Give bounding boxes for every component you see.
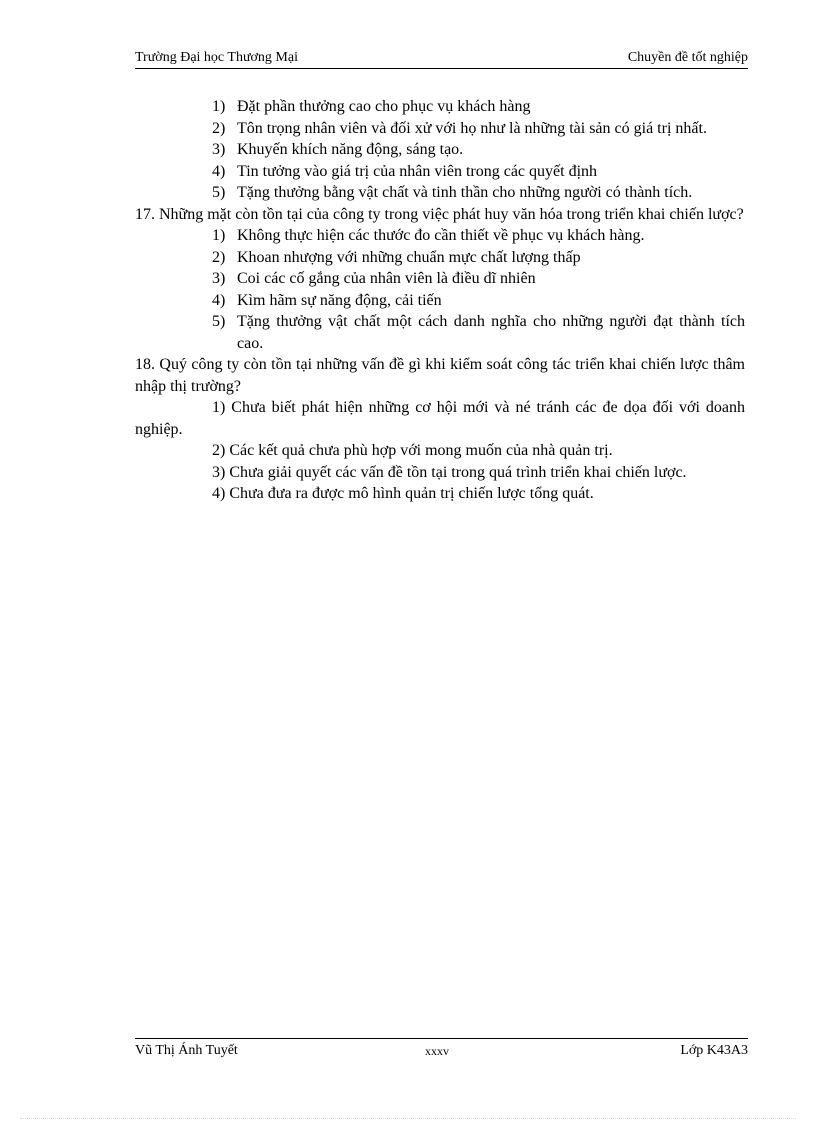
list-item: 5) Tặng thưởng vật chất một cách danh nghĩa cho những người đạt thành tích cao. <box>212 313 745 352</box>
list-item: 3) Coi các cố gắng của nhân viên là điều dĩ nhiên <box>212 270 536 287</box>
question-18: 18. Quý công ty còn tồn tại những vấn đề gì khi kiểm soát công tác triển khai chiến lược thâm nhập thị trường? <box>135 356 745 395</box>
list-item: 1) Đặt phần thưởng cao cho phục vụ khách hàng <box>212 98 531 115</box>
list-item: 2) Tôn trọng nhân viên và đối xử với họ như là những tài sản có giá trị nhất. <box>212 119 707 137</box>
list-item: 5) Tặng thưởng bằng vật chất và tinh thần cho những người có thành tích. <box>212 184 693 201</box>
answer-item: 3) Chưa giải quyết các vấn đề tồn tại trong quá trình triển khai chiến lược. <box>212 463 687 481</box>
question-17: 17. Những mặt còn tồn tại của công ty trong việc phát huy văn hóa trong triển khai chiến lược? <box>135 205 744 223</box>
list-16 <box>135 96 745 204</box>
page-footer <box>135 1038 748 1059</box>
answer-item: 4) Chưa đưa ra được mô hình quản trị chiến lược tổng quát. <box>212 485 594 502</box>
page-bottom-border <box>20 1118 796 1119</box>
list-item: 1) Không thực hiện các thước đo cần thiết về phục vụ khách hàng. <box>212 227 645 244</box>
list-item: 2) Khoan nhượng với những chuẩn mực chất lượng thấp <box>212 248 581 266</box>
footer-class: Lớp K43A3 <box>680 1043 748 1058</box>
page-header <box>135 50 748 69</box>
list-item: 4) Kìm hãm sự năng động, cải tiến <box>212 291 442 309</box>
answer-item: 1) Chưa biết phát hiện những cơ hội mới và né tránh các đe dọa đối với doanh nghiệp. <box>135 399 745 438</box>
header-school: Trường Đại học Thương Mại <box>135 50 298 65</box>
header-doc-type: Chuyền đề tốt nghiệp <box>627 50 748 65</box>
answer-item: 2) Các kết quả chưa phù hợp với mong muốn của nhà quản trị. <box>212 442 613 459</box>
list-17 <box>135 225 745 354</box>
page-number: xxxv <box>425 1044 449 1058</box>
list-item: 4) Tin tưởng vào giá trị của nhân viên trong các quyết định <box>212 162 598 180</box>
footer-author: Vũ Thị Ánh Tuyết <box>135 1043 238 1058</box>
page-content <box>135 96 745 505</box>
list-item: 3) Khuyến khích năng động, sáng tạo. <box>212 141 464 158</box>
